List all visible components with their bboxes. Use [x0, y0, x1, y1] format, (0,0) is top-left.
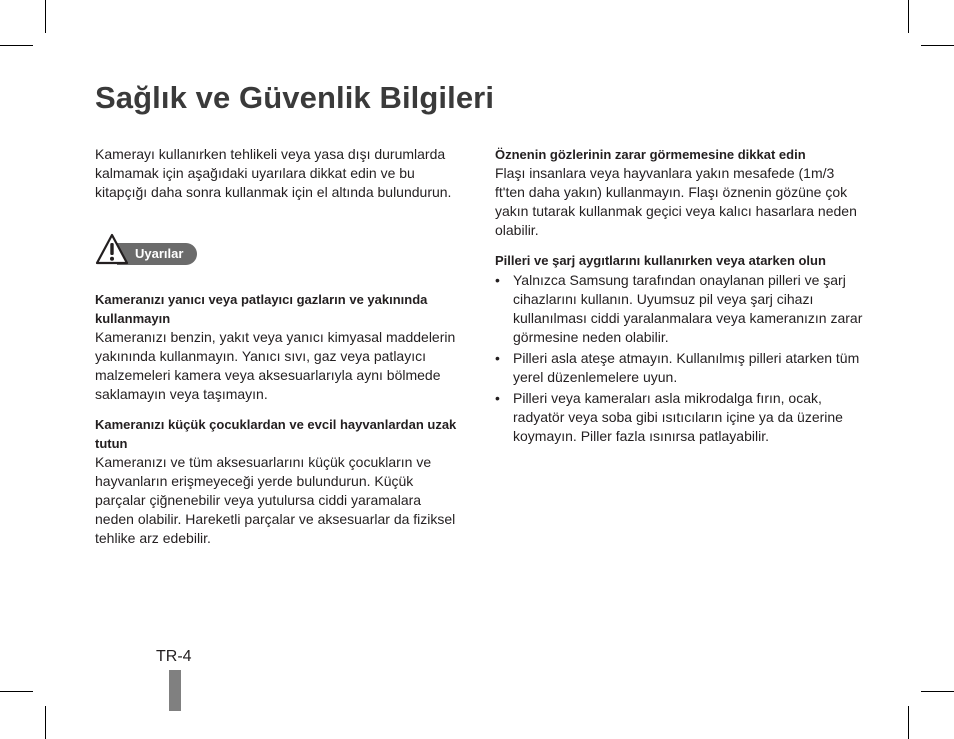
page-title: Sağlık ve Güvenlik Bilgileri: [95, 80, 495, 115]
list-item-text: Pilleri asla ateşe atmayın. Kullanılmış pilleri atarken tüm yerel düzenlemelere uyun.: [513, 350, 860, 385]
crop-mark: [0, 691, 33, 692]
crop-mark: [45, 706, 46, 739]
crop-mark: [908, 0, 909, 33]
section-heading: Öznenin gözlerinin zarar görmemesine dikkat edin: [495, 147, 806, 162]
safety-section: [495, 145, 863, 240]
crop-mark: [0, 45, 33, 46]
page-tab-marker: [169, 670, 181, 711]
right-column: [495, 145, 863, 457]
section-heading: Pilleri ve şarj aygıtlarını kullanırken veya atarken olun: [495, 253, 826, 268]
bullet-list: [495, 271, 863, 446]
safety-section: [95, 290, 463, 404]
list-item: [495, 389, 863, 446]
warning-triangle-icon: [95, 232, 129, 266]
list-item: [495, 271, 863, 347]
crop-mark: [908, 706, 909, 739]
list-item: [495, 349, 863, 387]
list-item-text: Pilleri veya kameraları asla mikrodalga fırın, ocak, radyatör veya soba gibi ısıtıcıların içine ya da üzerine koymayın. Piller fazla ısınırsa patlayabilir.: [513, 390, 843, 444]
bullet-icon: •: [495, 390, 500, 406]
page-number: TR-4: [156, 648, 192, 665]
warning-label: Uyarılar: [117, 243, 197, 265]
crop-mark: [921, 691, 954, 692]
bullet-icon: •: [495, 272, 500, 288]
list-item-text: Yalnızca Samsung tarafından onaylanan pilleri ve şarj cihazlarını kullanın. Uyumsuz pil veya şarj cihazı kullanılması ciddi yaralanmalara veya kameranızın zarar görmesine neden olabilir.: [513, 272, 863, 345]
crop-mark: [921, 45, 954, 46]
safety-section: [495, 251, 863, 446]
section-body: Flaşı insanlara veya hayvanlara yakın mesafede (1m/3 ft'ten daha yakın) kullanmayın. Flaşı öznenin gözüne çok yakın tutarak kullanmak geçici veya kalıcı hasarlara neden olabilir.: [495, 165, 857, 238]
section-heading: Kameranızı yanıcı veya patlayıcı gazların ve yakınında kullanmayın: [95, 292, 428, 326]
warning-header: [95, 232, 463, 270]
section-heading: Kameranızı küçük çocuklardan ve evcil hayvanlardan uzak tutun: [95, 417, 457, 451]
safety-section: [95, 415, 463, 548]
section-body: Kameranızı benzin, yakıt veya yanıcı kimyasal maddelerin yakınında kullanmayın. Yanıcı sıvı, gaz veya patlayıcı malzemeleri kamera veya aksesuarlarıyla aynı bölmede saklamayın veya taşımayın.: [95, 329, 456, 402]
section-body: Kameranızı ve tüm aksesuarlarını küçük çocukların ve hayvanların erişmeyeceği yerde bulundurun. Küçük parçalar çiğnenebilir veya yutulursa ciddi yaramalara neden olabilir. Hareketli parçalar ve aksesuarlar da fiziksel tehlike arz edebilir.: [95, 454, 456, 546]
crop-mark: [45, 0, 46, 33]
intro-paragraph: Kamerayı kullanırken tehlikeli veya yasa dışı durumlarda kalmamak için aşağıdaki uyarılara dikkat edin ve bu kitapçığı daha sonra kullanmak için el altında bulundurun.: [95, 146, 452, 200]
left-column: [95, 145, 463, 559]
bullet-icon: •: [495, 350, 500, 366]
